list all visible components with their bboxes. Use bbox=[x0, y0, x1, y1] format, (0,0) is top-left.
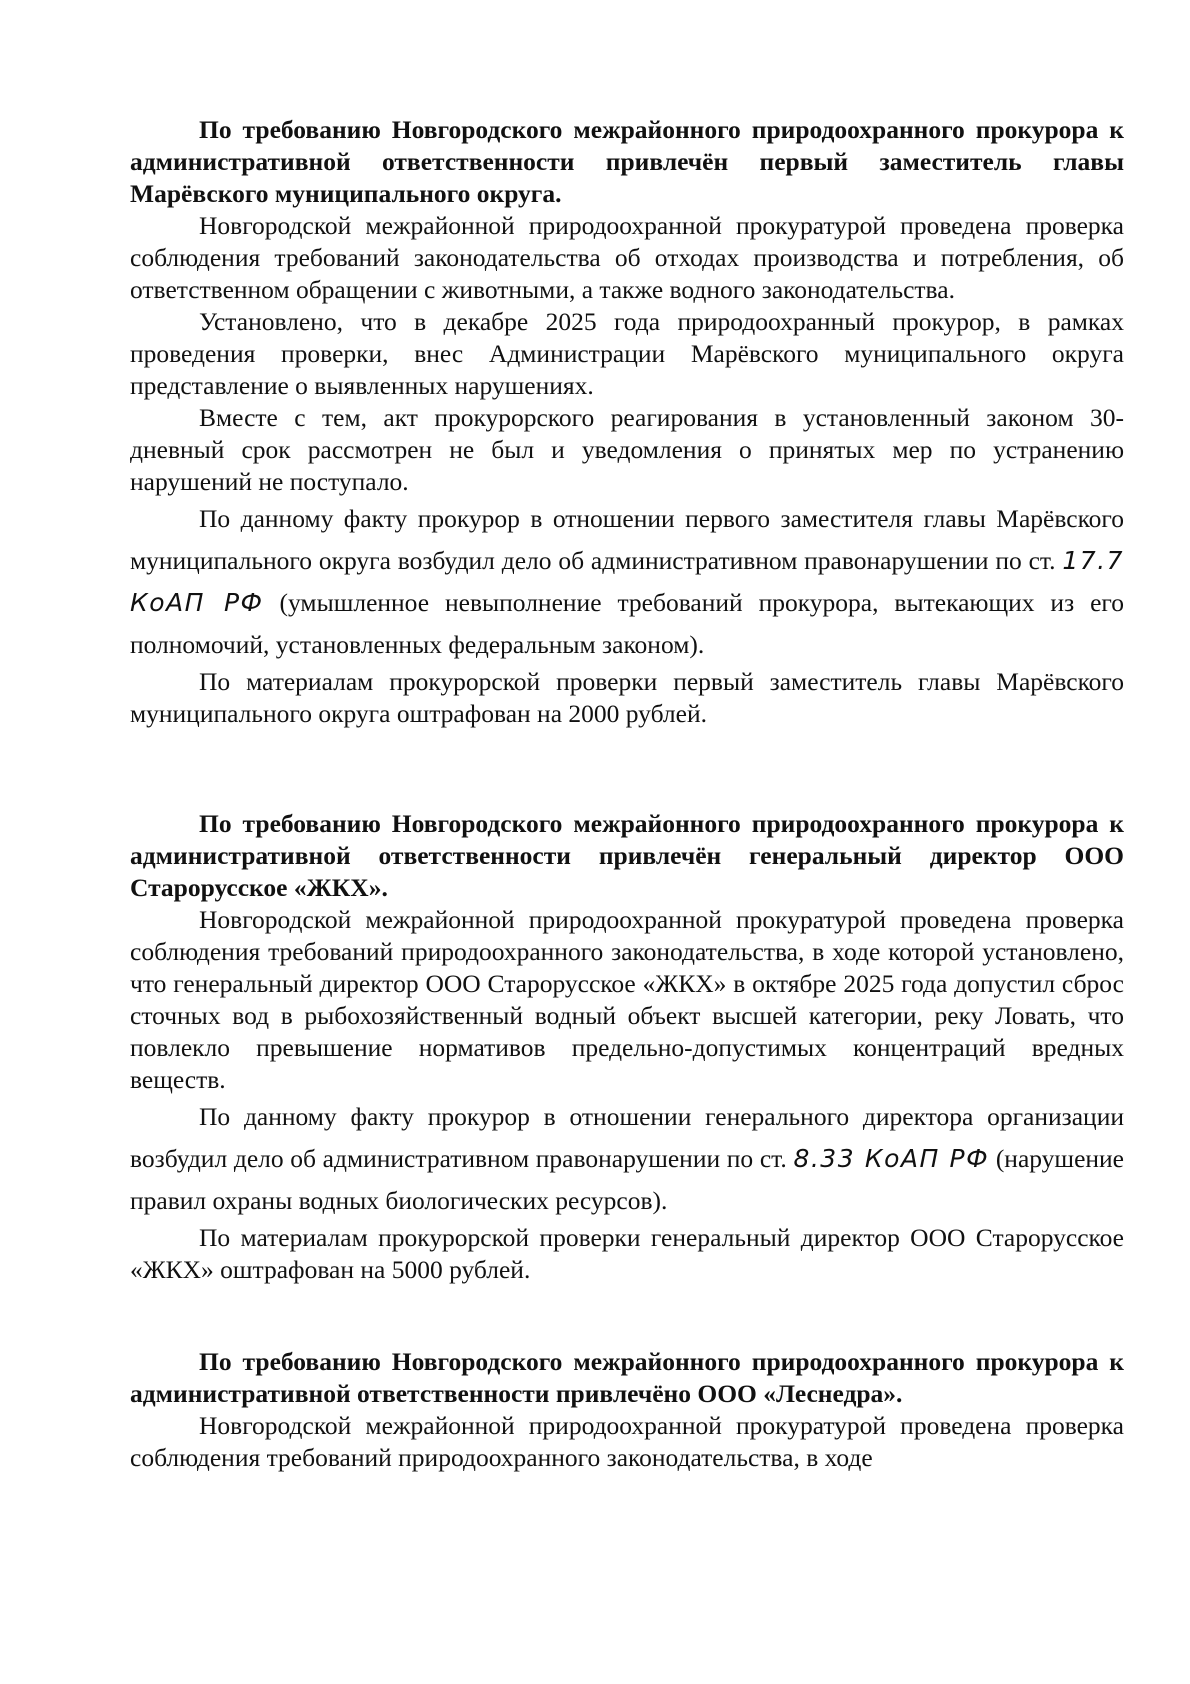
paragraph: Установлено, что в декабре 2025 года природоохранный прокурор, в рамках проведения проверки, внес Администрации Марёвского муниципального округа представление о выявленных нарушениях. bbox=[130, 307, 1124, 400]
paragraph-text: (умышленное невыполнение требований прокурора, вытекающих из его полномочий, установленных федеральным законом). bbox=[130, 588, 1124, 659]
section-title: По требованию Новгородского межрайонного природоохранного прокурора к административной ответственности привлечёно ООО «Леснедра». bbox=[130, 1347, 1124, 1408]
paragraph-text: (нарушение правил охраны водных биологических ресурсов). bbox=[130, 1144, 1124, 1215]
section-title: По требованию Новгородского межрайонного природоохранного прокурора к административной ответственности привлечён генеральный директор ООО Старорусское «ЖКХ». bbox=[130, 809, 1124, 902]
paragraph: Новгородской межрайонной природоохранной прокуратурой проведена проверка соблюдения требований законодательства об отходах производства и потребления, об ответственном обращении с животными, а также водного законодательства. bbox=[130, 211, 1124, 304]
paragraph-text: По данному факту прокурор в отношении первого заместителя главы Марёвского муниципального округа возбудил дело об административном правонарушении по ст. bbox=[130, 504, 1124, 575]
news-section-1 bbox=[130, 114, 1124, 730]
paragraph: Новгородской межрайонной природоохранной прокуратурой проведена проверка соблюдения требований природоохранного законодательства, в ходе bbox=[130, 1411, 1124, 1472]
paragraph bbox=[130, 1096, 1124, 1222]
paragraph: По материалам прокурорской проверки первый заместитель главы Марёвского муниципального округа оштрафован на 2000 рублей. bbox=[130, 667, 1124, 728]
news-section-3 bbox=[130, 1346, 1124, 1474]
paragraph-text: По данному факту прокурор в отношении генерального директора организации возбудил дело об административном правонарушении по ст. bbox=[130, 1102, 1124, 1173]
paragraph: По материалам прокурорской проверки генеральный директор ООО Старорусское «ЖКХ» оштрафован на 5000 рублей. bbox=[130, 1223, 1124, 1284]
article-reference: 8.33 КоАП РФ bbox=[793, 1144, 990, 1173]
paragraph: Новгородской межрайонной природоохранной прокуратурой проведена проверка соблюдения требований природоохранного законодательства, в ходе которой установлено, что генеральный директор ООО Старорусское «ЖКХ» в октябре 2025 года допустил сброс сточных вод в рыбохозяйственный водный объект высшей категории, реку Ловать, что повлекло превышение нормативов предельно-допустимых концентраций вредных веществ. bbox=[130, 905, 1124, 1094]
article-reference: 17.7 КоАП РФ bbox=[130, 546, 1125, 617]
section-spacer bbox=[130, 730, 1124, 808]
news-section-2 bbox=[130, 808, 1124, 1286]
paragraph bbox=[130, 498, 1124, 666]
section-title: По требованию Новгородского межрайонного природоохранного прокурора к административной ответственности привлечён первый заместитель главы Марёвского муниципального округа. bbox=[130, 115, 1124, 208]
section-spacer bbox=[130, 1286, 1124, 1346]
paragraph: Вместе с тем, акт прокурорского реагирования в установленный законом 30-дневный срок рассмотрен не был и уведомления о принятых мер по устранению нарушений не поступало. bbox=[130, 403, 1124, 496]
